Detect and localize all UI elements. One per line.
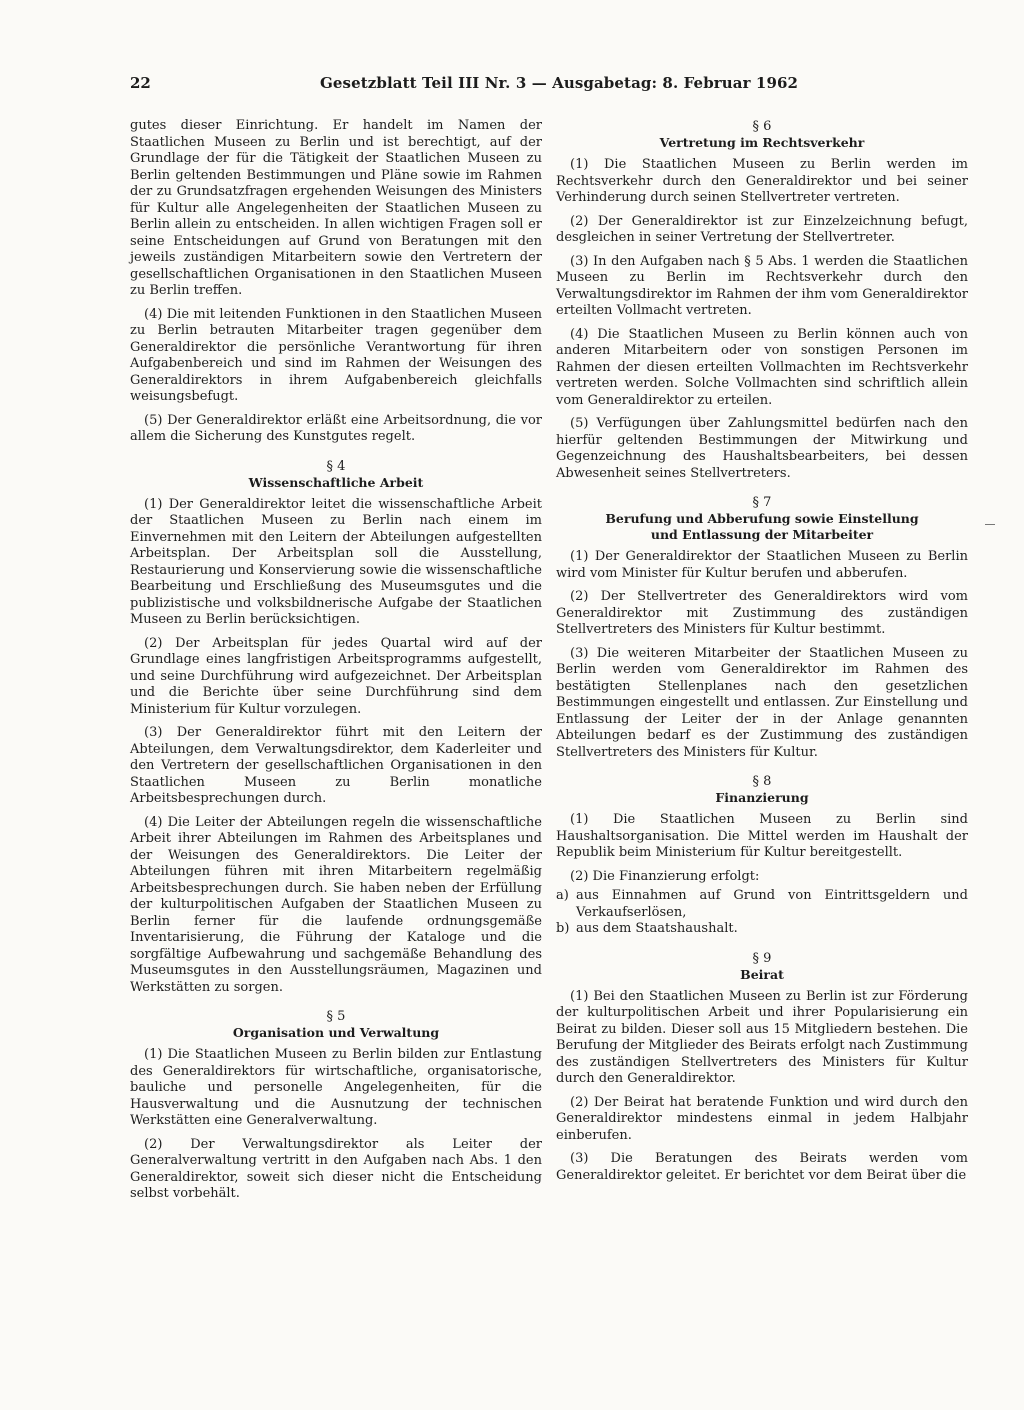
section-title: Organisation und Verwaltung bbox=[232, 1025, 440, 1040]
paragraph: (3) Die weiteren Mitarbeiter der Staatlichen Museen zu Berlin werden vom Generaldirektor im Rahmen des bestätigten Stellenplanes nach den gesetzlichen Bestimmungen eingestellt und entlassen. Zur Einstellung und Entlassung der Leiter der in der Anlage genannten Abteilungen bedarf es der Zustimmung des zuständigen Stellvertreters des Ministers für Kultur. bbox=[556, 645, 968, 760]
section-number: § 5 bbox=[326, 1009, 346, 1024]
list-item bbox=[556, 888, 968, 921]
paragraph: gutes dieser Einrichtung. Er handelt im Namen der Staatlichen Museen zu Berlin und ist berechtigt, auf der Grundlage der für die Tätigkeit der Staatlichen Museen zu Berlin geltenden Bestimmungen und Pläne sowie im Rahmen der zu Grundsatzfragen ergehenden Weisungen des Ministers für Kultur alle Angelegenheiten der Staatlichen Museen zu Berlin allein zu entscheiden. In allen wichtigen Fragen soll er seine Entscheidungen auf Grund von Beratungen mit den jeweils zuständigen Mitarbeitern sowie den Vertretern der gesellschaftlichen Organisationen in den Staatlichen Museen zu Berlin treffen. bbox=[130, 118, 542, 298]
section-title-line-2: und Entlassung der Mitarbeiter bbox=[650, 527, 874, 542]
paragraph: (2) Der Generaldirektor ist zur Einzelzeichnung befugt, desgleichen in seiner Vertretung der Stellvertreter. bbox=[556, 213, 968, 245]
section-heading-6 bbox=[556, 118, 968, 151]
left-column bbox=[130, 118, 542, 1210]
section-title-line-1: Berufung und Abberufung sowie Einstellung bbox=[605, 511, 919, 526]
list-item bbox=[556, 921, 968, 938]
paragraph: (2) Der Verwaltungsdirektor als Leiter der Generalverwaltung vertritt in den Aufgaben nach Abs. 1 den Generaldirektor, soweit sich dieser nicht die Entscheidung selbst vorbehält. bbox=[130, 1136, 542, 1201]
section-title: Vertretung im Rechtsverkehr bbox=[659, 135, 865, 150]
paragraph: (2) Der Beirat hat beratende Funktion und wird durch den Generaldirektor mindestens einmal in jedem Halbjahr einberufen. bbox=[556, 1094, 968, 1143]
paragraph: (4) Die Leiter der Abteilungen regeln die wissenschaftliche Arbeit ihrer Abteilungen im Rahmen des Arbeitsplanes und der Weisungen des Generaldirektors. Die Leiter der Abteilungen führen mit ihren Mitarbeitern regelmäßig Arbeitsbesprechungen durch. Sie haben neben der Erfüllung der kulturpolitischen Aufgaben der Staatlichen Museen zu Berlin ferner für die laufende ordnungsgemäße Inventarisierung, die Führung der Kataloge und die sorgfältige Aufbewahrung und sachgemäße Behandlung des Museumsgutes in den Ausstellungsräumen, Magazinen und Werkstätten zu sorgen. bbox=[130, 814, 542, 995]
right-column bbox=[556, 118, 968, 1191]
scan-mark bbox=[985, 524, 995, 525]
paragraph: (1) Bei den Staatlichen Museen zu Berlin ist zur Förderung der kulturpolitischen Arbeit und ihrer Popularisierung ein Beirat zu bilden. Dieser soll aus 15 Mitgliedern bestehen. Die Berufung der Mitglieder des Beirats erfolgt nach Zustimmung des zuständigen Stellvertreters des Ministers für Kultur durch den Generaldirektor. bbox=[556, 988, 968, 1086]
paragraph: (1) Der Generaldirektor leitet die wissenschaftliche Arbeit der Staatlichen Museen zu Berlin nach einem im Einvernehmen mit den Leitern der Abteilungen aufgestellten Arbeitsplan. Der Arbeitsplan soll die Ausstellung, Restaurierung und Konservierung sowie die wissenschaftliche Bearbeitung und Erschließung des Museumsgutes und die publizistische und volksbildnerische Aufgabe der Staatlichen Museen zu Berlin berücksichtigen. bbox=[130, 496, 542, 627]
section-number: § 8 bbox=[752, 774, 772, 789]
section-number: § 6 bbox=[752, 119, 772, 134]
financing-list bbox=[556, 888, 968, 938]
paragraph: (2) Die Finanzierung erfolgt: bbox=[570, 868, 760, 884]
paragraph: (1) Der Generaldirektor der Staatlichen Museen zu Berlin wird vom Minister für Kultur berufen und abberufen. bbox=[556, 549, 968, 581]
section-title: Beirat bbox=[740, 966, 784, 982]
section-heading-8 bbox=[556, 773, 968, 806]
section-heading-5 bbox=[130, 1008, 542, 1041]
paragraph: (3) Die Beratungen des Beirats werden vom Generaldirektor geleitet. Er berichtet vor dem Beirat über die bbox=[556, 1151, 968, 1183]
paragraph: (1) Die Staatlichen Museen zu Berlin werden im Rechtsverkehr durch den Generaldirektor und bei seiner Verhinderung durch seinen Stellvertreter vertreten. bbox=[556, 157, 968, 205]
paragraph: (4) Die Staatlichen Museen zu Berlin können auch von anderen Mitarbeitern oder von sonstigen Personen im Rahmen der diesen erteilten Vollmachten im Rechtsverkehr vertreten werden. Solche Vollmachten sind schriftlich allein vom Generaldirektor zu erteilen. bbox=[556, 326, 968, 408]
section-heading-9 bbox=[556, 950, 968, 983]
paragraph: (4) Die mit leitenden Funktionen in den Staatlichen Museen zu Berlin betrauten Mitarbeiter tragen gegenüber dem Generaldirektor die persönliche Verantwortung für ihren Aufgabenbereich und sind im Rahmen der Weisungen des Generaldirektors in ihrem Aufgabenbereich gleichfalls weisungsbefugt. bbox=[130, 306, 542, 404]
section-number: § 7 bbox=[752, 495, 772, 510]
paragraph: (5) Der Generaldirektor erläßt eine Arbeitsordnung, die vor allem die Sicherung des Kunstgutes regelt. bbox=[130, 412, 542, 444]
paragraph: (1) Die Staatlichen Museen zu Berlin bilden zur Entlastung des Generaldirektors für wirtschaftliche, organisatorische, bauliche und personelle Angelegenheiten, für die Hausverwaltung und die Ausnutzung der technischen Werkstätten eine Generalverwaltung. bbox=[130, 1047, 542, 1128]
paragraph: (1) Die Staatlichen Museen zu Berlin sind Haushaltsorganisation. Die Mittel werden im Haushalt der Republik beim Ministerium für Kultur bereitgestellt. bbox=[556, 812, 968, 860]
page-header bbox=[130, 74, 962, 102]
section-title: Wissenschaftliche Arbeit bbox=[248, 474, 424, 490]
list-text: aus dem Staatshaushalt. bbox=[576, 921, 738, 936]
section-heading-7 bbox=[556, 494, 968, 543]
paragraph: (3) In den Aufgaben nach § 5 Abs. 1 werden die Staatlichen Museen zu Berlin im Rechtsverkehr durch den Verwaltungsdirektor im Rahmen der ihm vom Generaldirektor erteilten Vollmacht vertreten. bbox=[556, 253, 968, 318]
list-label: a) bbox=[556, 888, 569, 903]
page-number: 22 bbox=[130, 74, 151, 92]
section-number: § 4 bbox=[326, 458, 346, 474]
section-number: § 9 bbox=[752, 950, 772, 966]
paragraph: (3) Der Generaldirektor führt mit den Leitern der Abteilungen, dem Verwaltungsdirektor, dem Kaderleiter und den Vertretern der gesellschaftlichen Organisationen in den Staatlichen Museen zu Berlin monatliche Arbeitsbesprechungen durch. bbox=[130, 725, 542, 806]
paragraph: (2) Der Arbeitsplan für jedes Quartal wird auf der Grundlage eines langfristigen Arbeitsprogramms aufgestellt, und seine Durchführung wird aufgezeichnet. Der Arbeitsplan und die Berichte über seine Durchführung sind dem Ministerium für Kultur vorzulegen. bbox=[130, 635, 542, 717]
section-title: Finanzierung bbox=[715, 790, 809, 805]
paragraph: (2) Der Stellvertreter des Generaldirektors wird vom Generaldirektor mit Zustimmung des zuständigen Stellvertreters des Ministers für Kultur bestimmt. bbox=[556, 589, 968, 637]
list-text: aus Einnahmen auf Grund von Eintrittsgeldern und Verkaufserlösen, bbox=[576, 888, 968, 920]
running-title: Gesetzblatt Teil III Nr. 3 — Ausgabetag: 8. Februar 1962 bbox=[320, 74, 799, 92]
list-label: b) bbox=[556, 921, 570, 936]
section-heading-4 bbox=[130, 458, 542, 491]
paragraph: (5) Verfügungen über Zahlungsmittel bedürfen nach den hierfür geltenden Bestimmungen der Mitwirkung und Gegenzeichnung des Haushaltsbearbeiters, bei dessen Abwesenheit seines Stellvertreters. bbox=[556, 416, 968, 481]
